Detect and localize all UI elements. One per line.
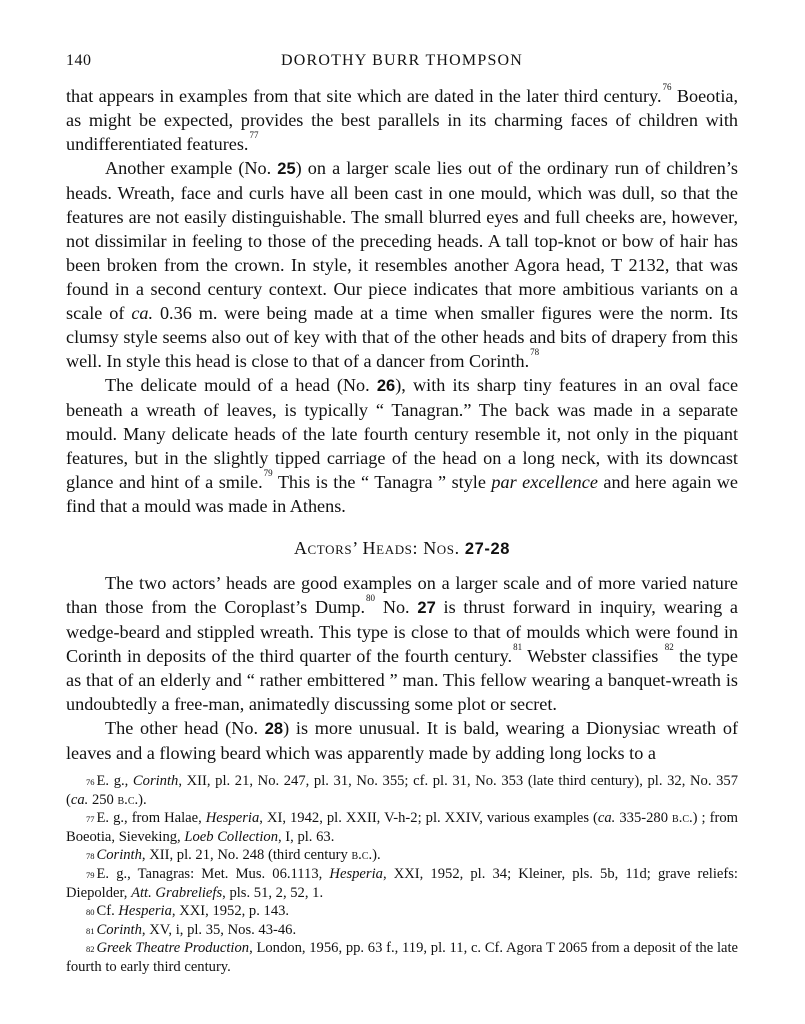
- footnote-ref[interactable]: 76: [662, 82, 672, 92]
- catalogue-number: 27: [417, 599, 436, 617]
- footnote-78: $^{78}$ Corinth, XII, pl. 21, No. 248 (third century b.c.).: [86, 847, 381, 864]
- footnotes: [66, 772, 738, 977]
- paragraph-4: The two actors’ heads are good examples on a larger scale and of more varied nature than those from the Coroplast’s Dump.$^{80}$ No. 27 is thrust forward in inquiry, wearing a wedge-beard and stippled wreath. This type is close to that of moulds which were found in Corinth in deposits of the third quarter of the fourth century.$^{81}$ Webster classifies $^{82}$ the type as that of an elderly and “ rather embittered ” man. This fellow wearing a banquet-wreath is undoubtedly a free-man, animatedly discussing some plot or secret.: [66, 573, 739, 714]
- footnote-ref[interactable]: 79: [263, 468, 273, 478]
- footnote-ref[interactable]: 80: [366, 593, 376, 603]
- paragraph-3: The delicate mould of a head (No. 26), with its sharp tiny features in an oval face beneath a wreath of leaves, is typically “ Tanagran.” The back was made in a separate mould. Many delicate heads of the late fourth century resemble it, not only in the piquant features, but in the slightly tipped carriage of the head on a long neck, with its downcast glance and hint of a smile.$^{79}$ This is the “ Tanagra ” style par excellence and here again we find that a mould was made in Athens.: [66, 375, 739, 516]
- footnote-81: $^{81}$ Corinth, XV, i, pl. 35, Nos. 43-46.: [86, 921, 297, 938]
- footnote-ref[interactable]: 77: [249, 130, 259, 140]
- catalogue-number: 25: [277, 160, 296, 178]
- footnote-ref[interactable]: 78: [530, 347, 540, 357]
- footnote-ref[interactable]: 81: [513, 642, 523, 652]
- paragraph-1: that appears in examples from that site which are dated in the later third century.$^{76}$ Boeotia, as might be expected, provides the best parallels in its charming faces of children with undifferentiated features.$^{77}$: [66, 82, 738, 154]
- running-head: DOROTHY BURR THOMPSON: [280, 52, 524, 69]
- footnote-77: $^{77}$ E. g., from Halae, Hesperia, XI, 1942, pl. XXII, V-h-2; pl. XXIV, various examples (ca. 335-280 b.c.) ; from Boeotia, Sieveking, Loeb Collection, I, pl. 63.: [66, 810, 738, 845]
- paragraph-2: Another example (No. 25) on a larger scale lies out of the ordinary run of children’s heads. Wreath, face and curls have all been cast in one mould, which was dull, so that the features are not easily distinguishable. The small blurred eyes and full cheeks are, however, not dissimilar in feeling to those of the preceding heads. A tall top-knot or bow of hair has been broken from the crown. In style, it resembles another Agora head, T 2132, that was found in a second century context. Our piece indicates that more ambitious variants on a scale of ca. 0.36 m. were being made at a time when smaller figures were the norm. Its clumsy style seems also out of key with that of the other heads and bits of drapery from this well. In style this head is close to that of a dancer from Corinth.$^{78}$: [66, 158, 738, 371]
- catalogue-number: 28: [264, 720, 284, 738]
- catalogue-number: 26: [376, 377, 396, 395]
- page-number: 140: [66, 52, 92, 69]
- footnote-76: $^{76}$ E. g., Corinth, XII, pl. 21, No. 247, pl. 31, No. 355; cf. pl. 31, No. 353 (late third century), pl. 32, No. 357 (ca. 250 b.c.).: [66, 773, 738, 808]
- section-heading: Actors’ Heads: Nos. 27-28: [293, 538, 511, 558]
- footnote-80: $^{80}$ Cf. Hesperia, XXI, 1952, p. 143.: [86, 903, 290, 920]
- body-text: [66, 84, 738, 765]
- footnote-79: $^{79}$ E. g., Tanagras: Met. Mus. 06.1113, Hesperia, XXI, 1952, pl. 34; Kleiner, pls. 5b, 11d; grave reliefs: Diepolder, Att. Grabreliefs, pls. 51, 2, 52, 1.: [66, 865, 738, 901]
- footnote-ref[interactable]: 82: [664, 642, 674, 652]
- page-header: [66, 52, 738, 74]
- paragraph-5: The other head (No. 28) is more unusual. It is bald, wearing a Dionysiac wreath of leaves and a flowing beard which was apparently made by adding long locks to a: [66, 718, 738, 763]
- footnote-82: $^{82}$ Greek Theatre Production, London, 1956, pp. 63 f., 119, pl. 11, c. Cf. Agora T 2065 from a deposit of the late fourth to early third century.: [66, 940, 739, 975]
